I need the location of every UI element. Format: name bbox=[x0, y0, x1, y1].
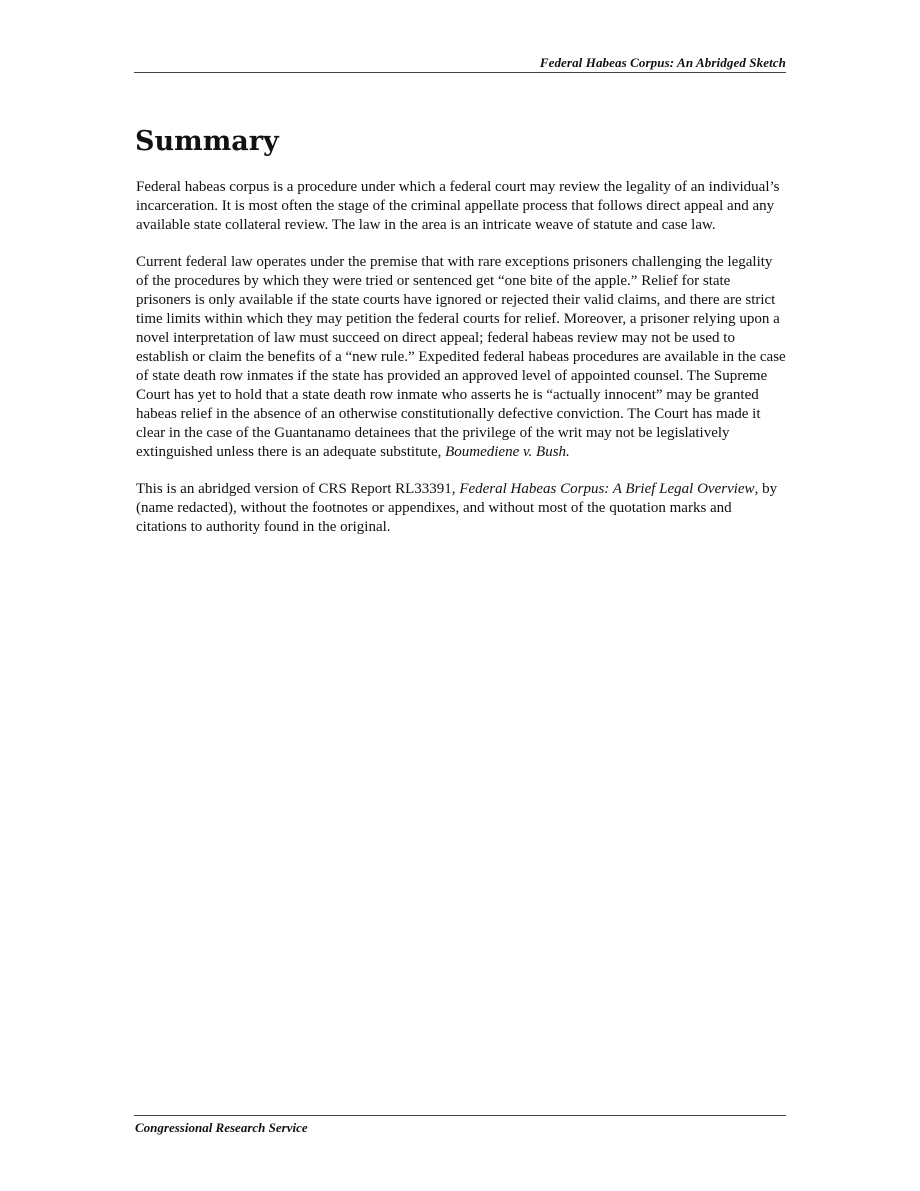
abridged-note-tail: , by (name redacted), without the footnotes or appendixes, and without most of the quotation marks and citations to authority found in the original. bbox=[136, 481, 778, 535]
running-footer: Congressional Research Service bbox=[135, 1120, 308, 1135]
case-citation: Boumediene v. Bush. bbox=[445, 444, 570, 460]
header-rule bbox=[134, 72, 786, 73]
page-title: Summary bbox=[135, 126, 279, 157]
abridged-note-lead: This is an abridged version of CRS Report RL33391, bbox=[136, 481, 460, 497]
running-header: Federal Habeas Corpus: An Abridged Sketch bbox=[539, 55, 786, 70]
footer-rule bbox=[134, 1115, 786, 1116]
paragraph-definition: Federal habeas corpus is a procedure under which a federal court may review the legality of an individual’s incarceration. It is most often the stage of the criminal appellate process that follows direct appeal and any available state collateral review. The law in the area is an intricate weave of statute and case law. bbox=[136, 179, 780, 233]
paragraph-abridged-note bbox=[136, 480, 786, 537]
report-title: Federal Habeas Corpus: A Brief Legal Overview bbox=[459, 481, 755, 497]
paragraph-current-law-text: Current federal law operates under the premise that with rare exceptions prisoners challenging the legality of the procedures by which they were tried or sentenced get “one bite of the apple.” Relief for state prisoners is only available if the state courts have ignored or rejected their valid claims, and there are strict time limits within which they may petition the federal courts for relief. Moreover, a prisoner relying upon a novel interpretation of law must succeed on direct appeal; federal habeas review may not be used to establish or claim the benefits of a “new rule.” Expedited federal habeas procedures are available in the case of state death row inmates if the state has provided an approved level of appointed counsel. The Supreme Court has yet to hold that a state death row inmate who asserts he is “actually innocent” may be granted habeas relief in the absence of an otherwise constitutionally defective conviction. The Court has made it clear in the case of the Guantanamo detainees that the privilege of the writ may not be legislatively extinguished unless there is an adequate substitute, bbox=[136, 254, 786, 460]
paragraph-current-law bbox=[136, 253, 786, 462]
summary-body bbox=[136, 178, 786, 555]
